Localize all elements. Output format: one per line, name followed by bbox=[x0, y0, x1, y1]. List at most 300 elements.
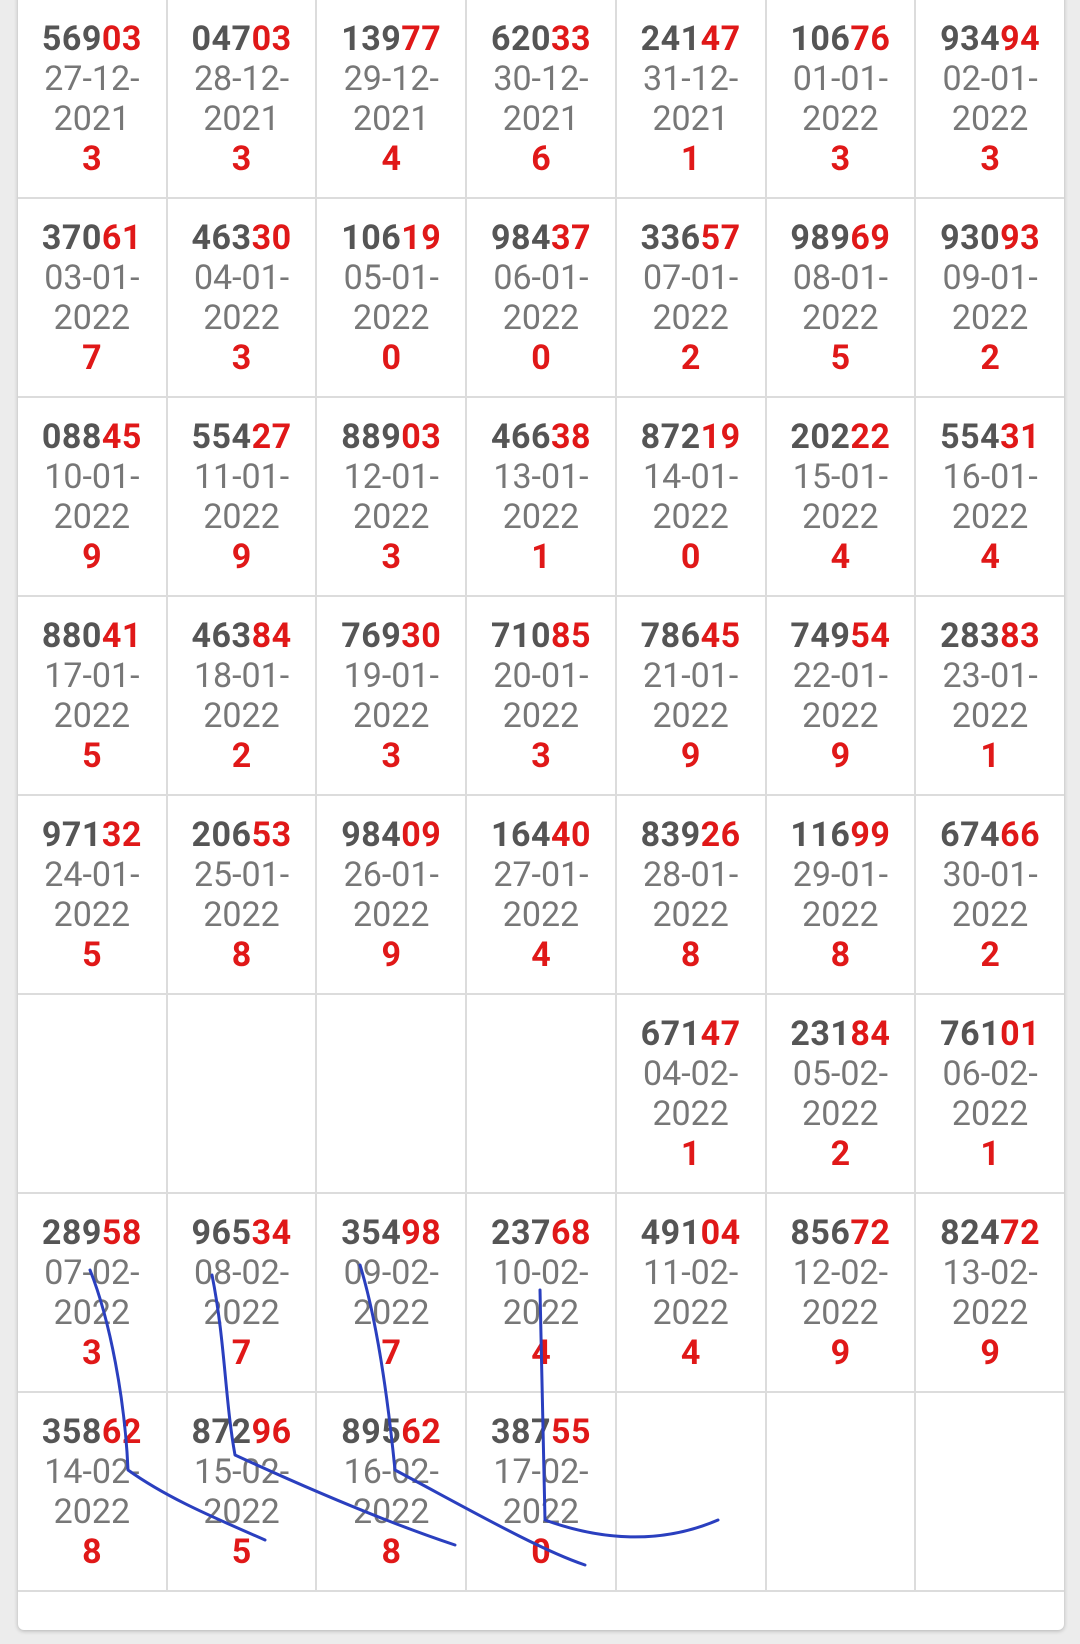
result-digit: 5 bbox=[82, 934, 102, 975]
number-tail: 62 bbox=[101, 1411, 142, 1452]
number-tail: 61 bbox=[101, 217, 142, 258]
number-head: 930 bbox=[940, 217, 1001, 258]
result-date: 07-02- bbox=[44, 1252, 140, 1293]
number-head: 463 bbox=[191, 217, 252, 258]
result-year: 2022 bbox=[652, 1093, 729, 1134]
result-date: 14-01- bbox=[643, 456, 739, 497]
number-tail: 62 bbox=[401, 1411, 442, 1452]
result-year: 2022 bbox=[652, 894, 729, 935]
result-number bbox=[42, 1213, 142, 1253]
result-number bbox=[341, 815, 441, 855]
result-date: 28-12- bbox=[193, 58, 290, 99]
result-number bbox=[341, 616, 441, 656]
result-number bbox=[790, 19, 890, 59]
result-date: 25-01- bbox=[193, 854, 290, 895]
result-number bbox=[491, 417, 591, 457]
result-digit: 4 bbox=[680, 1332, 701, 1373]
result-date: 13-02- bbox=[942, 1252, 1038, 1293]
result-number bbox=[940, 19, 1040, 59]
result-cell bbox=[316, 795, 466, 994]
empty-cell bbox=[766, 1392, 916, 1591]
result-number bbox=[341, 1412, 441, 1452]
result-cell bbox=[766, 596, 916, 795]
result-year: 2022 bbox=[203, 894, 280, 935]
number-tail: 30 bbox=[401, 615, 442, 656]
result-digit: 3 bbox=[980, 138, 1000, 179]
result-number bbox=[491, 218, 591, 258]
result-date: 03-01- bbox=[44, 257, 140, 298]
result-date: 13-01- bbox=[493, 456, 589, 497]
result-year: 2022 bbox=[502, 496, 580, 537]
result-year: 2022 bbox=[502, 1292, 580, 1333]
result-digit: 0 bbox=[531, 1531, 551, 1572]
number-tail: 47 bbox=[700, 18, 741, 59]
result-year: 2022 bbox=[951, 894, 1029, 935]
result-year: 2022 bbox=[802, 695, 879, 736]
number-head: 856 bbox=[790, 1212, 851, 1253]
result-digit: 3 bbox=[82, 138, 102, 179]
number-tail: 30 bbox=[251, 217, 292, 258]
number-head: 749 bbox=[790, 615, 851, 656]
result-date: 12-02- bbox=[792, 1252, 888, 1293]
number-head: 231 bbox=[790, 1013, 851, 1054]
result-year: 2022 bbox=[353, 695, 430, 736]
result-number bbox=[491, 616, 591, 656]
number-tail: 69 bbox=[850, 217, 891, 258]
number-tail: 22 bbox=[850, 416, 891, 457]
result-year: 2022 bbox=[652, 695, 729, 736]
result-cell bbox=[18, 397, 167, 596]
result-year: 2021 bbox=[652, 98, 729, 139]
number-head: 971 bbox=[41, 814, 102, 855]
number-tail: 76 bbox=[850, 18, 891, 59]
result-digit: 3 bbox=[381, 735, 402, 776]
result-date: 27-01- bbox=[493, 854, 589, 895]
number-tail: 38 bbox=[550, 416, 591, 457]
number-head: 620 bbox=[490, 18, 551, 59]
table-row bbox=[18, 0, 1064, 198]
result-year: 2022 bbox=[951, 98, 1029, 139]
result-date: 06-01- bbox=[493, 257, 589, 298]
number-head: 491 bbox=[640, 1212, 701, 1253]
number-head: 387 bbox=[490, 1411, 551, 1452]
result-number bbox=[790, 417, 890, 457]
result-digit: 8 bbox=[381, 1531, 402, 1572]
result-number bbox=[641, 417, 741, 457]
result-digit: 5 bbox=[82, 735, 102, 776]
number-head: 466 bbox=[490, 416, 551, 457]
result-number bbox=[491, 815, 591, 855]
result-digit: 2 bbox=[680, 337, 701, 378]
number-tail: 84 bbox=[251, 615, 292, 656]
result-date: 08-02- bbox=[193, 1252, 290, 1293]
number-head: 984 bbox=[490, 217, 551, 258]
result-date: 20-01- bbox=[493, 655, 589, 696]
result-cell bbox=[616, 596, 766, 795]
result-date: 31-12- bbox=[643, 58, 739, 99]
number-tail: 98 bbox=[401, 1212, 442, 1253]
table-row bbox=[18, 994, 1064, 1193]
result-number bbox=[491, 1213, 591, 1253]
empty-cell bbox=[466, 994, 616, 1193]
result-cell bbox=[616, 795, 766, 994]
result-number bbox=[940, 815, 1040, 855]
result-number bbox=[42, 616, 142, 656]
number-head: 106 bbox=[790, 18, 851, 59]
number-tail: 27 bbox=[251, 416, 292, 457]
result-digit: 0 bbox=[680, 536, 701, 577]
number-tail: 26 bbox=[700, 814, 741, 855]
number-tail: 03 bbox=[101, 18, 142, 59]
result-year: 2022 bbox=[203, 1491, 280, 1532]
number-head: 769 bbox=[341, 615, 402, 656]
result-date: 09-01- bbox=[942, 257, 1038, 298]
result-cell bbox=[766, 397, 916, 596]
result-cell bbox=[316, 397, 466, 596]
result-date: 19-01- bbox=[343, 655, 439, 696]
number-tail: 01 bbox=[1000, 1013, 1041, 1054]
result-number bbox=[790, 616, 890, 656]
result-cell bbox=[766, 994, 916, 1193]
result-year: 2022 bbox=[53, 1491, 131, 1532]
empty-cell bbox=[616, 1392, 766, 1591]
result-number bbox=[641, 1014, 741, 1054]
results-card bbox=[18, 0, 1064, 1630]
result-cell bbox=[766, 1193, 916, 1392]
number-tail: 57 bbox=[700, 217, 741, 258]
result-digit: 8 bbox=[82, 1531, 102, 1572]
number-head: 895 bbox=[341, 1411, 402, 1452]
result-year: 2022 bbox=[652, 297, 729, 338]
number-head: 164 bbox=[490, 814, 551, 855]
number-head: 872 bbox=[191, 1411, 252, 1452]
result-cell bbox=[915, 198, 1064, 397]
result-digit: 2 bbox=[980, 934, 1000, 975]
number-head: 965 bbox=[191, 1212, 252, 1253]
result-number bbox=[940, 417, 1040, 457]
number-tail: 58 bbox=[101, 1212, 142, 1253]
number-tail: 84 bbox=[850, 1013, 891, 1054]
result-number bbox=[192, 616, 292, 656]
result-cell bbox=[466, 1193, 616, 1392]
number-tail: 72 bbox=[1000, 1212, 1041, 1253]
result-year: 2022 bbox=[203, 496, 280, 537]
result-year: 2022 bbox=[802, 894, 879, 935]
result-year: 2022 bbox=[502, 894, 580, 935]
number-tail: 66 bbox=[1000, 814, 1041, 855]
number-tail: 33 bbox=[550, 18, 591, 59]
result-digit: 4 bbox=[531, 1332, 551, 1373]
result-cell bbox=[316, 0, 466, 198]
result-year: 2022 bbox=[203, 695, 280, 736]
result-cell bbox=[167, 1392, 317, 1591]
result-cell bbox=[18, 795, 167, 994]
number-head: 984 bbox=[341, 814, 402, 855]
number-tail: 03 bbox=[251, 18, 292, 59]
result-year: 2021 bbox=[353, 98, 430, 139]
result-date: 16-01- bbox=[942, 456, 1038, 497]
number-tail: 72 bbox=[850, 1212, 891, 1253]
result-year: 2022 bbox=[502, 1491, 580, 1532]
result-date: 06-02- bbox=[942, 1053, 1038, 1094]
result-date: 10-01- bbox=[44, 456, 140, 497]
result-number bbox=[341, 19, 441, 59]
result-date: 05-02- bbox=[792, 1053, 888, 1094]
number-tail: 03 bbox=[401, 416, 442, 457]
result-year: 2022 bbox=[951, 496, 1029, 537]
number-head: 241 bbox=[640, 18, 701, 59]
result-cell bbox=[466, 795, 616, 994]
number-head: 088 bbox=[41, 416, 102, 457]
result-digit: 9 bbox=[231, 536, 252, 577]
result-digit: 5 bbox=[231, 1531, 252, 1572]
number-head: 139 bbox=[341, 18, 402, 59]
result-date: 08-01- bbox=[792, 257, 888, 298]
result-cell bbox=[915, 0, 1064, 198]
result-cell bbox=[18, 596, 167, 795]
result-year: 2022 bbox=[951, 1093, 1029, 1134]
result-date: 09-02- bbox=[343, 1252, 439, 1293]
result-cell bbox=[466, 397, 616, 596]
result-date: 29-01- bbox=[792, 854, 888, 895]
result-date: 10-02- bbox=[493, 1252, 589, 1293]
result-number bbox=[42, 218, 142, 258]
number-tail: 40 bbox=[550, 814, 591, 855]
result-cell bbox=[616, 0, 766, 198]
table-row bbox=[18, 1193, 1064, 1392]
result-cell bbox=[316, 198, 466, 397]
number-head: 237 bbox=[490, 1212, 551, 1253]
number-tail: 96 bbox=[251, 1411, 292, 1452]
number-head: 786 bbox=[640, 615, 701, 656]
result-digit: 4 bbox=[830, 536, 851, 577]
result-number bbox=[192, 19, 292, 59]
empty-cell bbox=[915, 1392, 1064, 1591]
result-digit: 7 bbox=[82, 337, 102, 378]
result-cell bbox=[167, 0, 317, 198]
number-head: 761 bbox=[940, 1013, 1001, 1054]
result-number bbox=[940, 218, 1040, 258]
result-year: 2022 bbox=[802, 98, 879, 139]
number-head: 336 bbox=[640, 217, 701, 258]
result-date: 16-02- bbox=[343, 1451, 439, 1492]
result-number bbox=[192, 815, 292, 855]
number-tail: 77 bbox=[401, 18, 442, 59]
result-number bbox=[790, 1213, 890, 1253]
number-head: 358 bbox=[41, 1411, 102, 1452]
result-number bbox=[192, 1412, 292, 1452]
result-digit: 7 bbox=[231, 1332, 252, 1373]
result-year: 2022 bbox=[353, 894, 430, 935]
number-tail: 04 bbox=[700, 1212, 741, 1253]
result-date: 14-02- bbox=[44, 1451, 140, 1492]
number-tail: 45 bbox=[700, 615, 741, 656]
number-head: 354 bbox=[341, 1212, 402, 1253]
empty-cell bbox=[316, 994, 466, 1193]
result-cell bbox=[466, 0, 616, 198]
result-year: 2022 bbox=[53, 1292, 131, 1333]
result-date: 26-01- bbox=[343, 854, 439, 895]
result-number bbox=[192, 1213, 292, 1253]
result-number bbox=[341, 1213, 441, 1253]
number-head: 880 bbox=[41, 615, 102, 656]
result-year: 2022 bbox=[802, 1093, 879, 1134]
number-head: 463 bbox=[191, 615, 252, 656]
number-head: 554 bbox=[940, 416, 1001, 457]
result-year: 2022 bbox=[53, 297, 131, 338]
number-tail: 93 bbox=[1000, 217, 1041, 258]
result-digit: 3 bbox=[381, 536, 402, 577]
result-year: 2021 bbox=[203, 98, 280, 139]
result-digit: 9 bbox=[830, 1332, 851, 1373]
result-cell bbox=[915, 596, 1064, 795]
number-tail: 47 bbox=[700, 1013, 741, 1054]
number-tail: 34 bbox=[251, 1212, 292, 1253]
result-date: 17-01- bbox=[44, 655, 140, 696]
result-cell bbox=[466, 596, 616, 795]
result-date: 07-01- bbox=[643, 257, 739, 298]
result-number bbox=[341, 417, 441, 457]
result-year: 2022 bbox=[353, 496, 430, 537]
result-number bbox=[641, 19, 741, 59]
result-date: 30-12- bbox=[493, 58, 589, 99]
table-row bbox=[18, 198, 1064, 397]
result-date: 02-01- bbox=[942, 58, 1038, 99]
result-digit: 2 bbox=[830, 1133, 851, 1174]
result-digit: 4 bbox=[381, 138, 402, 179]
number-head: 047 bbox=[191, 18, 252, 59]
result-number bbox=[940, 616, 1040, 656]
result-digit: 9 bbox=[830, 735, 851, 776]
number-tail: 09 bbox=[401, 814, 442, 855]
result-number bbox=[641, 616, 741, 656]
result-year: 2022 bbox=[802, 297, 879, 338]
result-cell bbox=[766, 795, 916, 994]
result-number bbox=[641, 1213, 741, 1253]
result-year: 2022 bbox=[353, 297, 430, 338]
result-cell bbox=[616, 198, 766, 397]
number-tail: 54 bbox=[850, 615, 891, 656]
number-tail: 32 bbox=[101, 814, 142, 855]
result-cell bbox=[915, 397, 1064, 596]
result-digit: 9 bbox=[980, 1332, 1000, 1373]
result-date: 15-02- bbox=[193, 1451, 290, 1492]
result-year: 2022 bbox=[951, 1292, 1029, 1333]
result-number bbox=[491, 1412, 591, 1452]
result-year: 2022 bbox=[53, 695, 131, 736]
result-year: 2022 bbox=[951, 695, 1029, 736]
result-cell bbox=[167, 397, 317, 596]
result-number bbox=[790, 218, 890, 258]
number-head: 839 bbox=[640, 814, 701, 855]
number-tail: 94 bbox=[1000, 18, 1041, 59]
result-digit: 4 bbox=[531, 934, 551, 975]
result-digit: 9 bbox=[82, 536, 102, 577]
result-digit: 1 bbox=[531, 536, 551, 577]
result-digit: 5 bbox=[830, 337, 851, 378]
result-year: 2022 bbox=[203, 297, 280, 338]
result-date: 12-01- bbox=[343, 456, 439, 497]
results-table bbox=[18, 0, 1064, 1592]
result-digit: 3 bbox=[82, 1332, 102, 1373]
number-tail: 85 bbox=[550, 615, 591, 656]
number-tail: 68 bbox=[550, 1212, 591, 1253]
number-head: 106 bbox=[341, 217, 402, 258]
result-digit: 9 bbox=[680, 735, 701, 776]
result-cell bbox=[316, 596, 466, 795]
result-date: 24-01- bbox=[44, 854, 140, 895]
result-cell bbox=[18, 1193, 167, 1392]
number-head: 934 bbox=[940, 18, 1001, 59]
number-head: 569 bbox=[41, 18, 102, 59]
result-year: 2021 bbox=[502, 98, 580, 139]
table-row bbox=[18, 795, 1064, 994]
result-cell bbox=[167, 795, 317, 994]
result-cell bbox=[316, 1193, 466, 1392]
result-digit: 1 bbox=[980, 1133, 1000, 1174]
number-head: 206 bbox=[191, 814, 252, 855]
number-head: 289 bbox=[41, 1212, 102, 1253]
result-number bbox=[790, 1014, 890, 1054]
result-digit: 2 bbox=[980, 337, 1000, 378]
result-cell bbox=[18, 1392, 167, 1591]
result-date: 29-12- bbox=[343, 58, 439, 99]
result-year: 2022 bbox=[353, 1491, 430, 1532]
result-date: 01-01- bbox=[792, 58, 888, 99]
result-digit: 0 bbox=[381, 337, 402, 378]
result-cell bbox=[167, 198, 317, 397]
result-cell bbox=[766, 0, 916, 198]
result-year: 2022 bbox=[652, 496, 729, 537]
result-digit: 1 bbox=[680, 1133, 701, 1174]
result-number bbox=[491, 19, 591, 59]
number-tail: 37 bbox=[550, 217, 591, 258]
result-number bbox=[42, 417, 142, 457]
result-date: 27-12- bbox=[44, 58, 140, 99]
result-cell bbox=[915, 1193, 1064, 1392]
result-date: 18-01- bbox=[193, 655, 290, 696]
result-year: 2022 bbox=[951, 297, 1029, 338]
result-digit: 3 bbox=[231, 138, 252, 179]
result-date: 17-02- bbox=[493, 1451, 589, 1492]
result-date: 28-01- bbox=[643, 854, 739, 895]
result-number bbox=[42, 815, 142, 855]
result-number bbox=[341, 218, 441, 258]
number-head: 872 bbox=[640, 416, 701, 457]
result-cell bbox=[466, 1392, 616, 1591]
result-date: 21-01- bbox=[643, 655, 739, 696]
result-number bbox=[42, 1412, 142, 1452]
result-number bbox=[790, 815, 890, 855]
result-number bbox=[42, 19, 142, 59]
result-date: 04-02- bbox=[643, 1053, 739, 1094]
result-digit: 7 bbox=[381, 1332, 402, 1373]
result-cell bbox=[616, 397, 766, 596]
result-number bbox=[192, 218, 292, 258]
result-cell bbox=[18, 198, 167, 397]
result-date: 30-01- bbox=[942, 854, 1038, 895]
result-cell bbox=[616, 1193, 766, 1392]
number-head: 989 bbox=[790, 217, 851, 258]
number-tail: 41 bbox=[101, 615, 142, 656]
result-digit: 1 bbox=[980, 735, 1000, 776]
result-year: 2022 bbox=[802, 1292, 879, 1333]
result-year: 2022 bbox=[802, 496, 879, 537]
number-head: 889 bbox=[341, 416, 402, 457]
result-year: 2022 bbox=[502, 695, 580, 736]
result-number bbox=[940, 1213, 1040, 1253]
result-number bbox=[641, 218, 741, 258]
